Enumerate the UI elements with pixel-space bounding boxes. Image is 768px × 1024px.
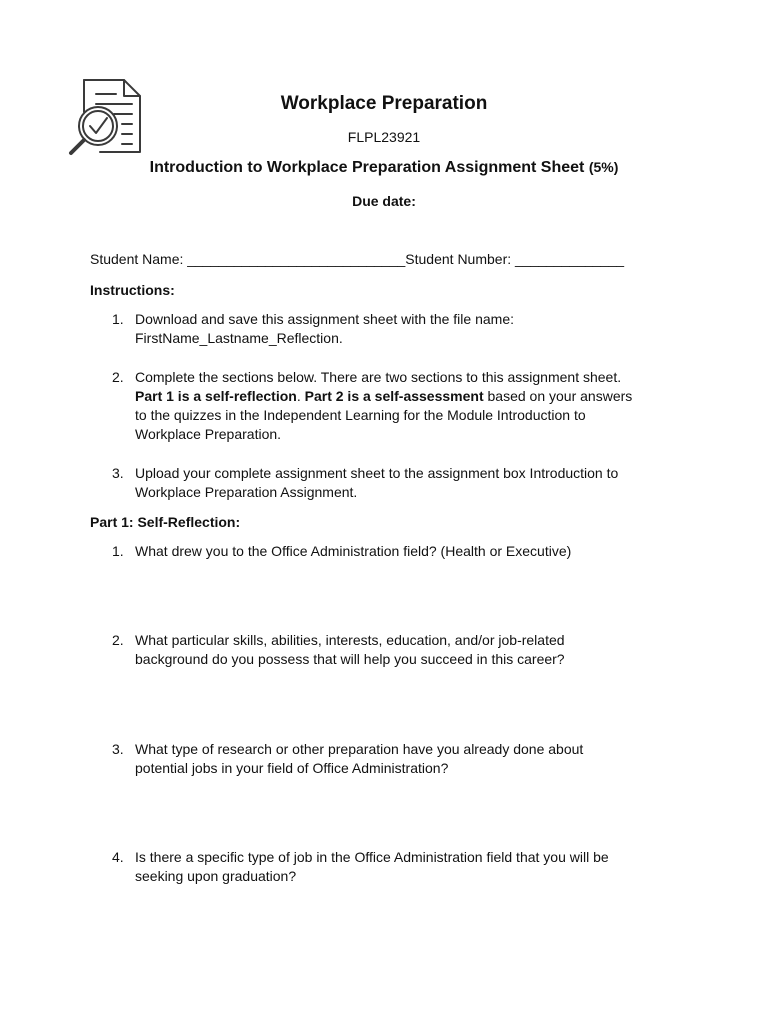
question-line: seeking upon graduation? <box>135 868 297 884</box>
question-text <box>135 542 685 561</box>
instruction-line <box>135 387 695 406</box>
course-code: FLPL23921 <box>347 129 421 145</box>
instruction-line-rest: based on your answers <box>483 388 633 404</box>
due-date-label: Due date: <box>352 193 416 209</box>
instruction-text <box>135 368 695 444</box>
separator: . <box>296 388 305 404</box>
question-number: 3. <box>112 741 124 757</box>
part2-emphasis: Part 2 is a self-assessment <box>304 388 484 404</box>
page-title: Workplace Preparation <box>280 93 488 114</box>
student-name-blank: ____________________________ <box>187 251 406 267</box>
instruction-line: to the quizzes in the Independent Learning for the Module Introduction to <box>135 407 586 423</box>
student-info-line <box>90 251 624 267</box>
instruction-text <box>135 464 685 502</box>
question-line: Is there a specific type of job in the Office Administration field that you will be <box>135 849 609 865</box>
assignment-weight: (5%) <box>588 159 619 175</box>
question-line: What particular skills, abilities, interests, education, and/or job-related <box>135 632 565 648</box>
instruction-line: Workplace Preparation. <box>135 426 282 442</box>
instruction-text <box>135 310 685 348</box>
question-text <box>135 848 685 886</box>
instruction-line: Upload your complete assignment sheet to the assignment box Introduction to <box>135 465 619 481</box>
question-line: What drew you to the Office Administration field? (Health or Executive) <box>135 543 572 559</box>
question-number: 2. <box>112 632 124 648</box>
part1-heading: Part 1: Self-Reflection: <box>90 514 241 530</box>
instruction-number: 3. <box>112 465 124 481</box>
document-magnifier-check-icon <box>66 78 146 162</box>
question-line: background do you possess that will help you succeed in this career? <box>135 651 565 667</box>
instruction-number: 1. <box>112 311 124 327</box>
question-text <box>135 631 685 669</box>
instruction-line: Workplace Preparation Assignment. <box>135 484 358 500</box>
question-line: potential jobs in your field of Office Administration? <box>135 760 449 776</box>
question-number: 1. <box>112 543 124 559</box>
question-text <box>135 740 685 778</box>
question-line: What type of research or other preparation have you already done about <box>135 741 584 757</box>
instruction-line: FirstName_Lastname_Reflection. <box>135 330 343 346</box>
part1-emphasis: Part 1 is a self-reflection <box>135 388 297 404</box>
instructions-heading: Instructions: <box>90 282 175 298</box>
instruction-line: Download and save this assignment sheet with the file name: <box>135 311 514 327</box>
assignment-title-text: Introduction to Workplace Preparation Assignment Sheet <box>149 159 585 176</box>
question-number: 4. <box>112 849 124 865</box>
instruction-line: Complete the sections below. There are two sections to this assignment sheet. <box>135 369 622 385</box>
student-number-label: Student Number: <box>405 251 512 267</box>
assignment-title <box>0 159 768 177</box>
instruction-number: 2. <box>112 369 124 385</box>
student-name-label: Student Name: <box>90 251 184 267</box>
student-number-blank: ______________ <box>515 251 625 267</box>
